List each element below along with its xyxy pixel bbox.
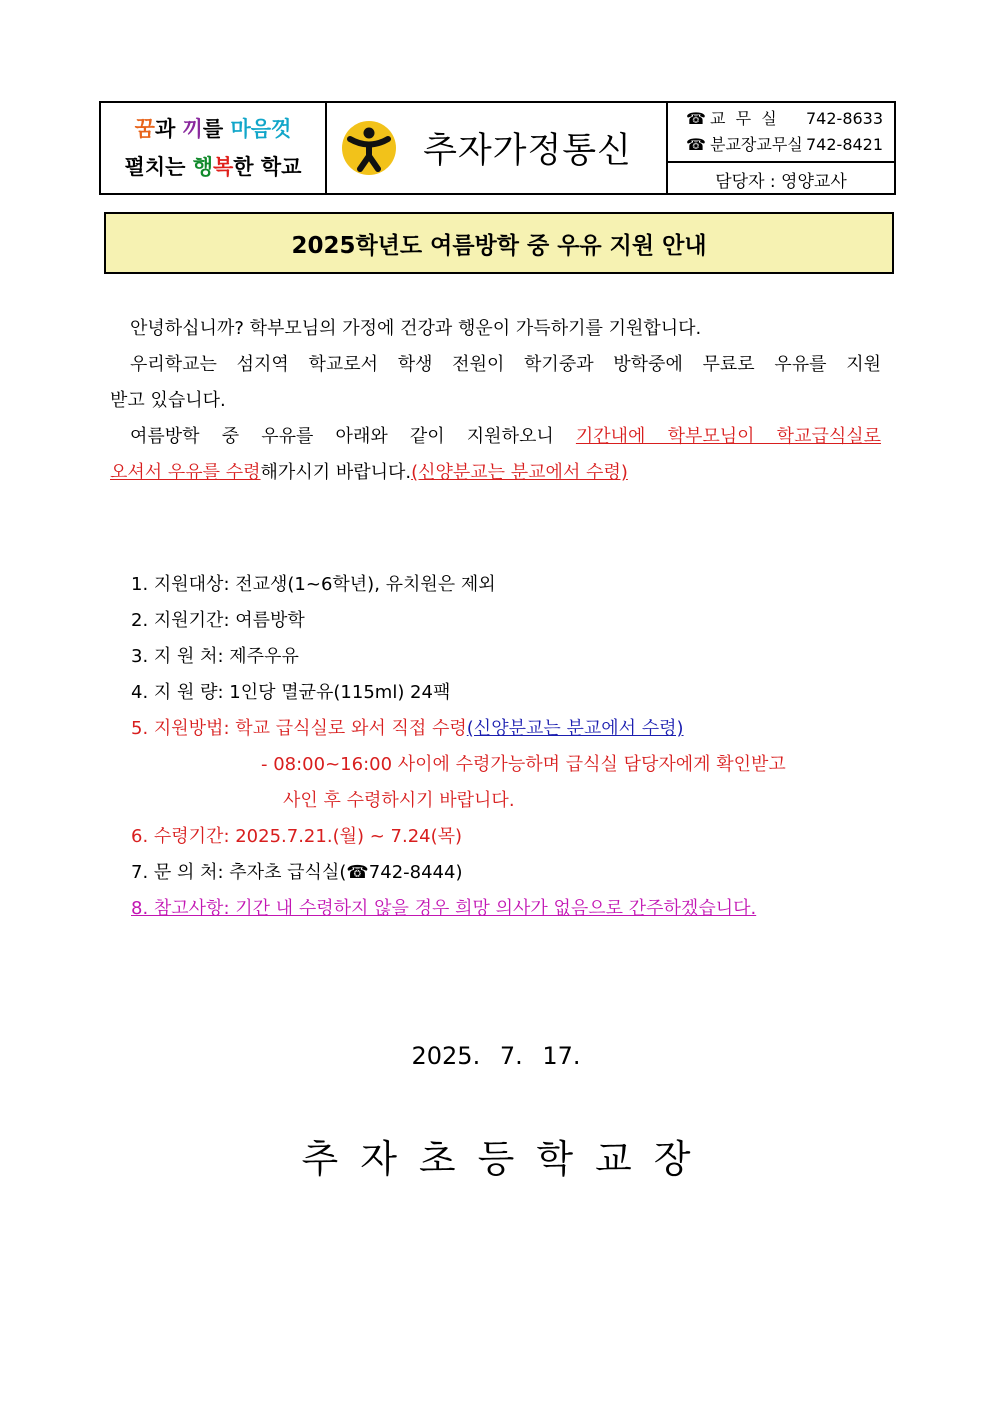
slogan-word: 펼치는 [124, 155, 193, 179]
list-item [131, 855, 786, 891]
phone-number: 742-8421 [806, 135, 884, 154]
branch-note: (신양분교는 분교에서 수령) [466, 718, 684, 739]
slogan-word: 를 [202, 117, 231, 141]
slogan-word: 과 [154, 117, 183, 141]
telephone-icon: ☎ [686, 135, 706, 154]
slogan-line-1 [135, 110, 292, 148]
intro-paragraph-3 [110, 419, 881, 491]
telephone-icon: ☎ [686, 109, 706, 128]
slogan-word: 한 학교 [233, 155, 302, 179]
school-logo-icon [341, 120, 397, 176]
slogan-word: 행 [192, 155, 213, 179]
text-segment: 여름방학 중 우유를 아래와 같이 지원하오니 [130, 426, 576, 447]
phone-number: 742-8633 [806, 109, 884, 128]
emphasis-text: (신양분교는 분교에서 수령) [411, 462, 628, 483]
emphasis-text: 오셔서 우유를 수령 [110, 462, 261, 483]
support-details-list [131, 567, 786, 927]
intro-paragraph-2 [110, 347, 881, 419]
school-slogan [101, 103, 327, 193]
list-item: 4. 지 원 량: 1인당 멸균유(115ml) 24팩 [131, 682, 451, 703]
telephone-icon: ☎ [346, 862, 369, 883]
phone-row [686, 106, 894, 132]
text-line [110, 419, 881, 455]
list-item: 6. 수령기간: 2025.7.21.(월) ~ 7.24(목) [131, 826, 463, 847]
text-segment: 7. 문 의 처: 추자초 급식실( [131, 862, 347, 883]
phone-label: 교 무 실 [710, 109, 777, 128]
phone-label: 분교장교무실 [710, 135, 803, 154]
logo-title-cell [327, 103, 668, 193]
list-item: 1. 지원대상: 전교생(1~6학년), 유치원은 제외 [131, 574, 496, 595]
phone-number: 742-8444) [368, 862, 463, 883]
letter-header [99, 101, 896, 195]
text-line: 받고 있습니다. [110, 390, 226, 411]
text-segment: 해가시기 바랍니다. [260, 462, 412, 483]
issue-date: 2025. 7. 17. [411, 1042, 581, 1070]
list-subitem: - 08:00~16:00 사이에 수령가능하며 급식실 담당자에게 확인받고 [261, 754, 786, 775]
phone-row [686, 132, 894, 158]
slogan-word: 마음껏 [230, 117, 292, 141]
text-line: 우리학교는 섬지역 학교로서 학생 전원이 학기중과 방학중에 무료로 우유를 지원 [130, 354, 881, 375]
person-in-charge: 담당자 : 영양교사 [715, 171, 847, 192]
text-line [110, 455, 881, 491]
phone-list [668, 103, 894, 163]
emphasis-text: 기간내에 학부모님이 학교급식실로 [575, 426, 882, 447]
list-item: 8. 참고사항: 기간 내 수령하지 않을 경우 희망 의사가 없음으로 간주하겠습니다. [131, 898, 757, 919]
slogan-word: 끼 [182, 117, 203, 141]
method-text: 5. 지원방법: 학교 급식실로 와서 직접 수령 [131, 718, 467, 739]
list-subitem: 사인 후 수령하시기 바랍니다. [283, 790, 515, 811]
list-item: 3. 지 원 처: 제주우유 [131, 646, 299, 667]
slogan-word: 꿈 [134, 117, 155, 141]
list-item: 2. 지원기간: 여름방학 [131, 610, 305, 631]
newsletter-title: 추자가정통신 [423, 131, 632, 171]
contacts-cell [668, 103, 894, 193]
slogan-line-2 [125, 148, 302, 186]
principal-signature: 추자초등학교장 [301, 1137, 713, 1181]
slogan-word: 복 [213, 155, 234, 179]
intro-greeting: 안녕하십니까? 학부모님의 가정에 건강과 행운이 가득하기를 기원합니다. [130, 318, 702, 339]
list-item [131, 711, 786, 747]
notice-title: 2025학년도 여름방학 중 우유 지원 안내 [104, 212, 894, 274]
